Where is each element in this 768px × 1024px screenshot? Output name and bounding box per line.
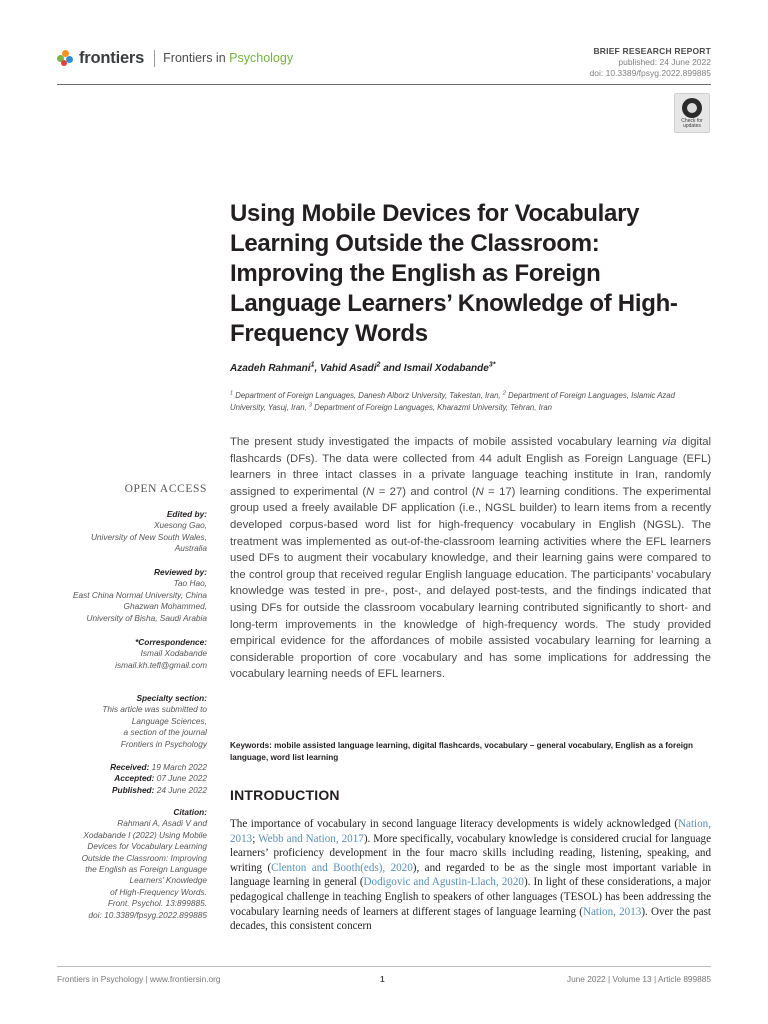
header-divider [57,84,711,85]
page-header [57,44,711,84]
section-heading-introduction: INTRODUCTION [230,787,340,803]
published-date-side: 24 June 2022 [154,784,207,795]
correspondence-email[interactable]: ismail.kh.tefl@gmail.com [115,659,207,670]
abstract: The present study investigated the impacts of mobile assisted vocabulary learning via digital flashcards (DFs). The data were collected from 44 adult English as Foreign Language (EFL) learners in three intact classes in a private language teaching institute in Iran, randomly assigned to experimental (N = 27) and control (N = 17) learning conditions. The experimental group used a freely available DF application (i.e., NGSL builder) to learn items from a recently developed corpus-based word list for high-frequency vocabulary in English (NGSL). The treatment was implemented as out-of-the-classroom learning activities where the EFL learners used DFs to augment their vocabulary knowledge, and their learning gains were compared to the control group that received regular English language education. The participants’ vocabulary knowledge was tested in pre-, post-, and delayed post-tests, and the findings indicated that using DFs for outside the classroom vocabulary learning contributed significantly to short- and long-term improvements in the knowledge of high-frequency words. The study provided empirical evidence for the affordances of mobile assisted vocabulary learning for learning a considerable proportion of core vocabulary and has some implications for addressing the vocabulary learning needs of EFL learners. [230,436,711,681]
citation-link[interactable]: Nation, 2013 [230,818,711,845]
citation-doi[interactable]: doi: 10.3389/fpsyg.2022.899885 [88,909,207,920]
author-name[interactable]: Vahid Asadi$^2$ [320,361,381,374]
affiliations: $^1$ Department of Foreign Languages, Danesh Alborz University, Takestan, Iran, $^2$ Department of Foreign Languages, Islamic Azad University, Yasuj, Iran, $^3$ Department of Foreign Languages, Kharazmi University, Tehran, Iran [230,390,675,412]
frontiers-logo[interactable] [57,46,293,70]
author-name[interactable]: Ismail Xodabande$^{3*}$ [403,361,496,374]
article-type: BRIEF RESEARCH REPORT [593,46,711,56]
citation-link[interactable]: Dodigovic and Agustin-Llach, 2020 [363,876,524,889]
correspondence-block: *Correspondence: Ismail Xodabande ismail.kh.tefl@gmail.com [57,637,207,671]
editor-name[interactable]: Xuesong Gao, [153,520,207,531]
reviewed-by-block: Reviewed by: Tao Hao, East China Normal University, China Ghazwan Mohammed, University of Bisha, Saudi Arabia [57,567,207,624]
footer-journal-link[interactable]: Frontiers in Psychology | www.frontiersin.org [57,974,221,984]
page-number: 1 [380,974,385,984]
crossmark-icon [682,98,702,118]
frontiers-logo-icon [57,49,75,67]
keywords: Keywords: mobile assisted language learning, digital flashcards, vocabulary – general vocabulary, English as a foreign language, word list learning [230,741,694,762]
article-doi[interactable]: doi: 10.3389/fpsyg.2022.899885 [589,68,711,78]
received-date: 19 March 2022 [149,762,207,772]
accepted-date: 07 June 2022 [154,773,207,784]
logo-divider [154,50,155,67]
dates-block: Received: 19 March 2022 Accepted: 07 June 2022 Published: 24 June 2022 [110,762,207,795]
footer-divider [57,966,711,967]
citation-link[interactable]: Clenton and Booth(eds), 2020 [271,861,413,874]
article-title: Using Mobile Devices for Vocabulary Learning Outside the Classroom: Improving the English as Foreign Language Learners’ Knowledge of High-Frequency Words [230,200,678,347]
citation-link[interactable]: Nation, 2013 [582,905,642,918]
open-access-label: OPEN ACCESS [124,483,207,495]
edited-by-block: Edited by: Xuesong Gao, University of New South Wales, Australia [57,509,207,555]
brand-name: frontiers [79,48,145,67]
crossmark-label: Check for updates [681,118,703,129]
reviewer-name[interactable]: Ghazwan Mohammed, [123,601,207,612]
published-date: published: 24 June 2022 [618,57,711,67]
citation-block: Citation: Rahmani A, Asadi V and Xodabande I (2022) Using Mobile Devices for Vocabulary Learning Outside the Classroom: Improving the English as Foreign Language Learners’ Knowledge of High-Frequency Words. Front. Psychol. 13:899885. doi: 10.3389/fpsyg.2022.899885 [57,807,207,921]
footer-volume-info: June 2022 | Volume 13 | Article 899885 [566,974,711,984]
author-list: Azadeh Rahmani$^1$, Vahid Asadi$^2$ and Ismail Xodabande$^{3*}$ [230,361,496,374]
introduction-body: The importance of vocabulary in second language literacy developments is widely acknowledged (Nation, 2013; Webb and Nation, 2017). More specifically, vocabulary knowledge is considered crucial for language learners’ proficiency development in the four macro skills including reading, listening, speaking, and writing (Clenton and Booth(eds), 2020), and regarded to be as the single most important variable in language learning in general (Dodigovic and Agustin-Llach, 2020). In light of these considerations, a major pedagogical challenge in teaching English to speakers of other languages (TESOL) has been addressing the vocabulary learning needs of learners at different stages of language learning (Nation, 2013). Over the past decades, this consistent concern [230,818,711,933]
reviewer-name[interactable]: Tao Hao, [173,578,207,589]
check-for-updates-badge[interactable] [674,93,710,133]
citation-link[interactable]: Webb and Nation, 2017 [258,832,364,845]
author-name[interactable]: Azadeh Rahmani$^1$ [230,361,315,374]
specialty-section-block: Specialty section: This article was submitted to Language Sciences, a section of the journal Frontiers in Psychology [102,693,207,749]
journal-name[interactable]: Frontiers in Psychology [163,51,294,65]
